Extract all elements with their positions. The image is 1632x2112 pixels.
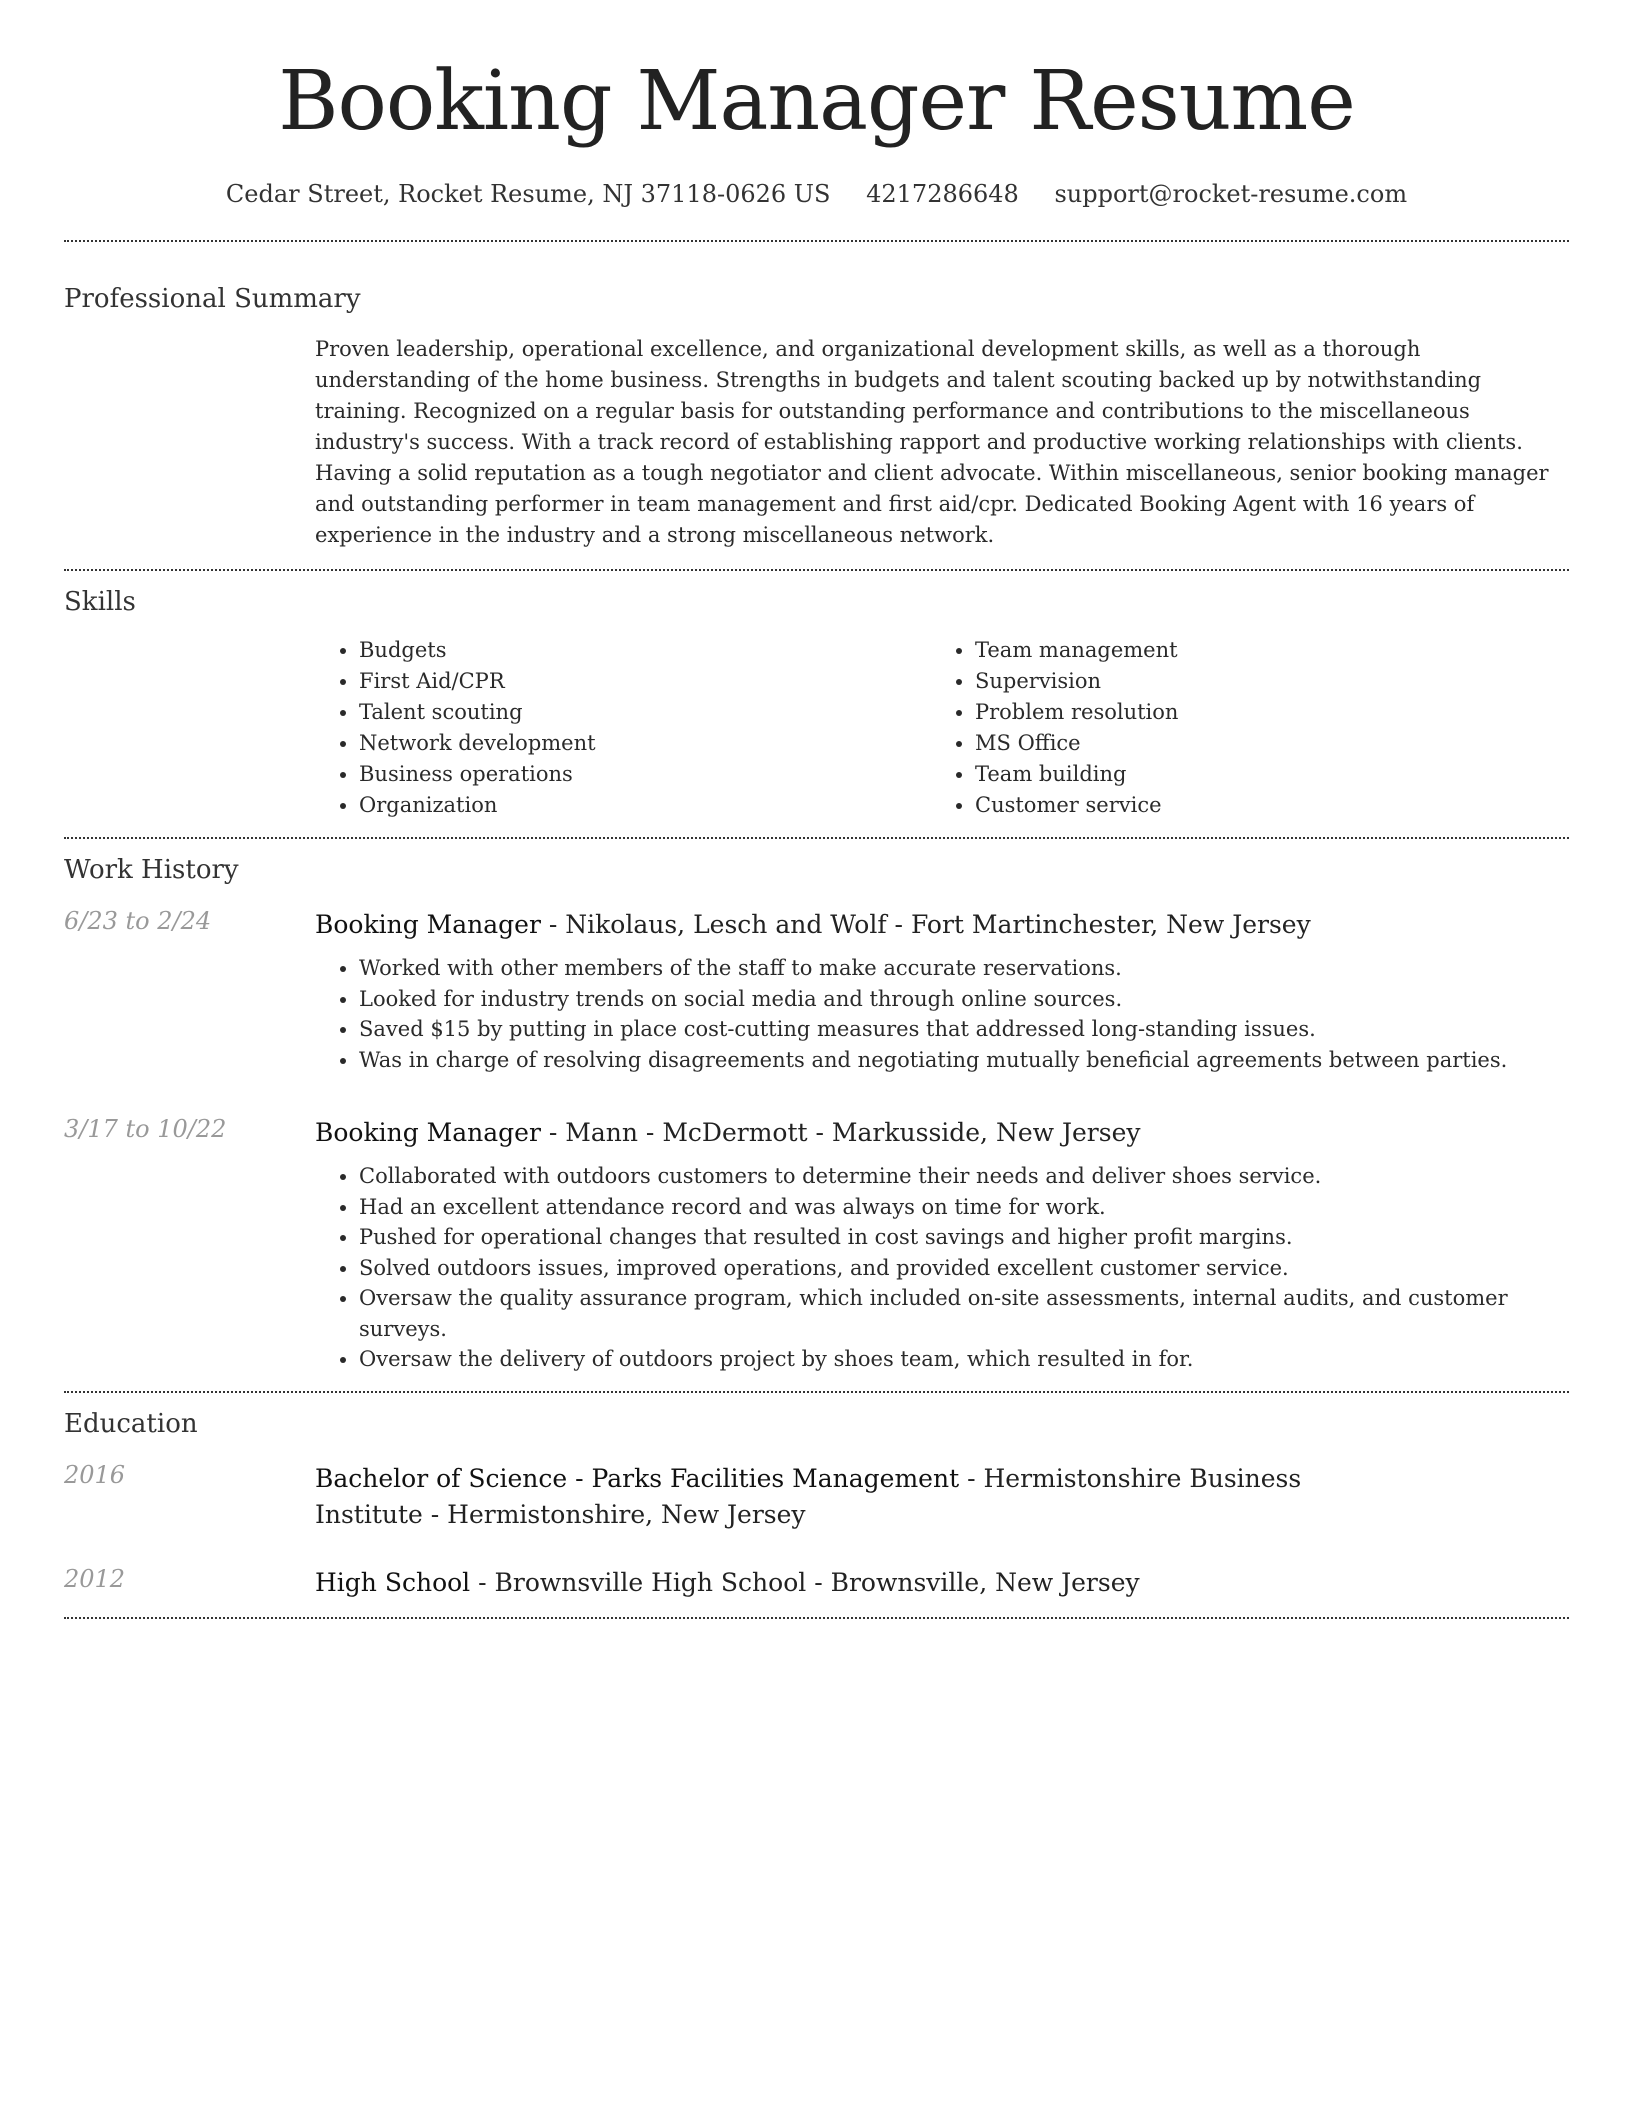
- divider: [64, 1617, 1569, 1619]
- job-position: Booking Manager: [315, 910, 541, 939]
- education-year: 2016: [64, 1460, 126, 1489]
- divider: [64, 569, 1569, 571]
- skill-item: • MS Office: [975, 728, 1547, 759]
- work-section: [64, 855, 1569, 1375]
- summary-text: Proven leadership, operational excellence, and organizational development skills, as well as a thorough understanding of the home business. Strengths in budgets and talent scouting backed up by notwithstanding training. Recognized on a regular basis for outstanding performance and contributions to the miscellaneous industry's success. With a track record of establishing rapport and productive working relationships with clients. Having a solid reputation as a tough negotiator and client advocate. Within miscellaneous, senior booking manager and outstanding performer in team management and first aid/cpr. Dedicated Booking Agent with 16 years of experience in the industry and a strong miscellaneous network.: [315, 337, 1549, 547]
- job-bullet: • Oversaw the quality assurance program, which included on-site assessments, internal audits, and customer surveys.: [359, 1283, 1565, 1344]
- education-entry: [64, 1565, 1569, 1601]
- job-title: [315, 907, 1565, 943]
- skill-item: • Problem resolution: [975, 697, 1547, 728]
- education-degree: Bachelor of Science - Parks Facilities Management: [315, 1463, 960, 1493]
- skill-item: • Talent scouting: [359, 697, 931, 728]
- skill-item: • Business operations: [359, 759, 931, 790]
- skill-item: • Customer service: [975, 790, 1547, 821]
- education-school: - Hermistonshire Business Institute - Hermistonshire, New Jersey: [315, 1463, 1302, 1529]
- job-dates: 6/23 to 2/24: [64, 907, 212, 935]
- education-heading: Education: [64, 1408, 198, 1439]
- skills-heading: Skills: [64, 587, 136, 617]
- resume-page: [64, 0, 1569, 1619]
- job-employer: - Nikolaus, Lesch and Wolf - Fort Martinchester, New Jersey: [540, 910, 1311, 939]
- work-heading: Work History: [64, 855, 239, 885]
- job-entry: [64, 907, 1569, 1075]
- job-body: [315, 1115, 1565, 1375]
- divider: [64, 240, 1569, 242]
- job-employer: - Mann - McDermott - Markusside, New Jersey: [540, 1118, 1141, 1147]
- skill-item: • Organization: [359, 790, 931, 821]
- skill-item: • Team building: [975, 759, 1547, 790]
- summary-section: [64, 284, 1569, 551]
- skill-item: • First Aid/CPR: [359, 666, 931, 697]
- job-bullet: • Solved outdoors issues, improved operations, and provided excellent customer service.: [359, 1253, 1565, 1284]
- job-entry: [64, 1115, 1569, 1375]
- contact-address: Cedar Street, Rocket Resume, NJ 37118-0626 US: [225, 180, 831, 208]
- skills-list: [315, 635, 1569, 821]
- job-bullets: [315, 1161, 1565, 1375]
- skill-item: • Team management: [975, 635, 1547, 666]
- contact-phone: 4217286648: [866, 180, 1019, 208]
- education-section: [64, 1409, 1569, 1601]
- skills-column-right: [931, 635, 1547, 821]
- job-body: [315, 907, 1565, 1075]
- divider: [64, 837, 1569, 839]
- education-degree: High School: [315, 1567, 471, 1597]
- job-bullet: • Worked with other members of the staff to make accurate reservations.: [359, 953, 1565, 984]
- job-bullet: • Collaborated with outdoors customers to determine their needs and deliver shoes service.: [359, 1161, 1565, 1192]
- skill-item: • Network development: [359, 728, 931, 759]
- job-bullet: • Looked for industry trends on social media and through online sources.: [359, 984, 1565, 1015]
- summary-heading: Professional Summary: [64, 284, 361, 314]
- skill-item: • Supervision: [975, 666, 1547, 697]
- job-bullet: • Saved $15 by putting in place cost-cutting measures that addressed long-standing issues.: [359, 1014, 1565, 1045]
- education-title: [315, 1461, 1365, 1533]
- skills-section: [64, 587, 1569, 821]
- contact-email: support@rocket-resume.com: [1054, 180, 1408, 208]
- job-bullet: • Oversaw the delivery of outdoors project by shoes team, which resulted in for.: [359, 1344, 1565, 1375]
- education-entry: [64, 1461, 1569, 1533]
- job-position: Booking Manager: [315, 1118, 541, 1147]
- page-title: Booking Manager Resume: [278, 54, 1355, 149]
- skills-column-left: [315, 635, 931, 821]
- job-bullet: • Had an excellent attendance record and was always on time for work.: [359, 1192, 1565, 1223]
- job-bullet: • Was in charge of resolving disagreements and negotiating mutually beneficial agreements between parties.: [359, 1045, 1565, 1076]
- education-school: - Brownsville High School - Brownsville, New Jersey: [470, 1567, 1140, 1597]
- contact-line: [64, 174, 1569, 214]
- job-bullets: [315, 953, 1565, 1075]
- divider: [64, 1391, 1569, 1393]
- job-bullet: • Pushed for operational changes that resulted in cost savings and higher profit margins.: [359, 1222, 1565, 1253]
- education-year: 2012: [64, 1564, 126, 1593]
- job-dates: 3/17 to 10/22: [64, 1115, 227, 1143]
- skill-item: • Budgets: [359, 635, 931, 666]
- education-title: [315, 1565, 1365, 1601]
- job-title: [315, 1115, 1565, 1151]
